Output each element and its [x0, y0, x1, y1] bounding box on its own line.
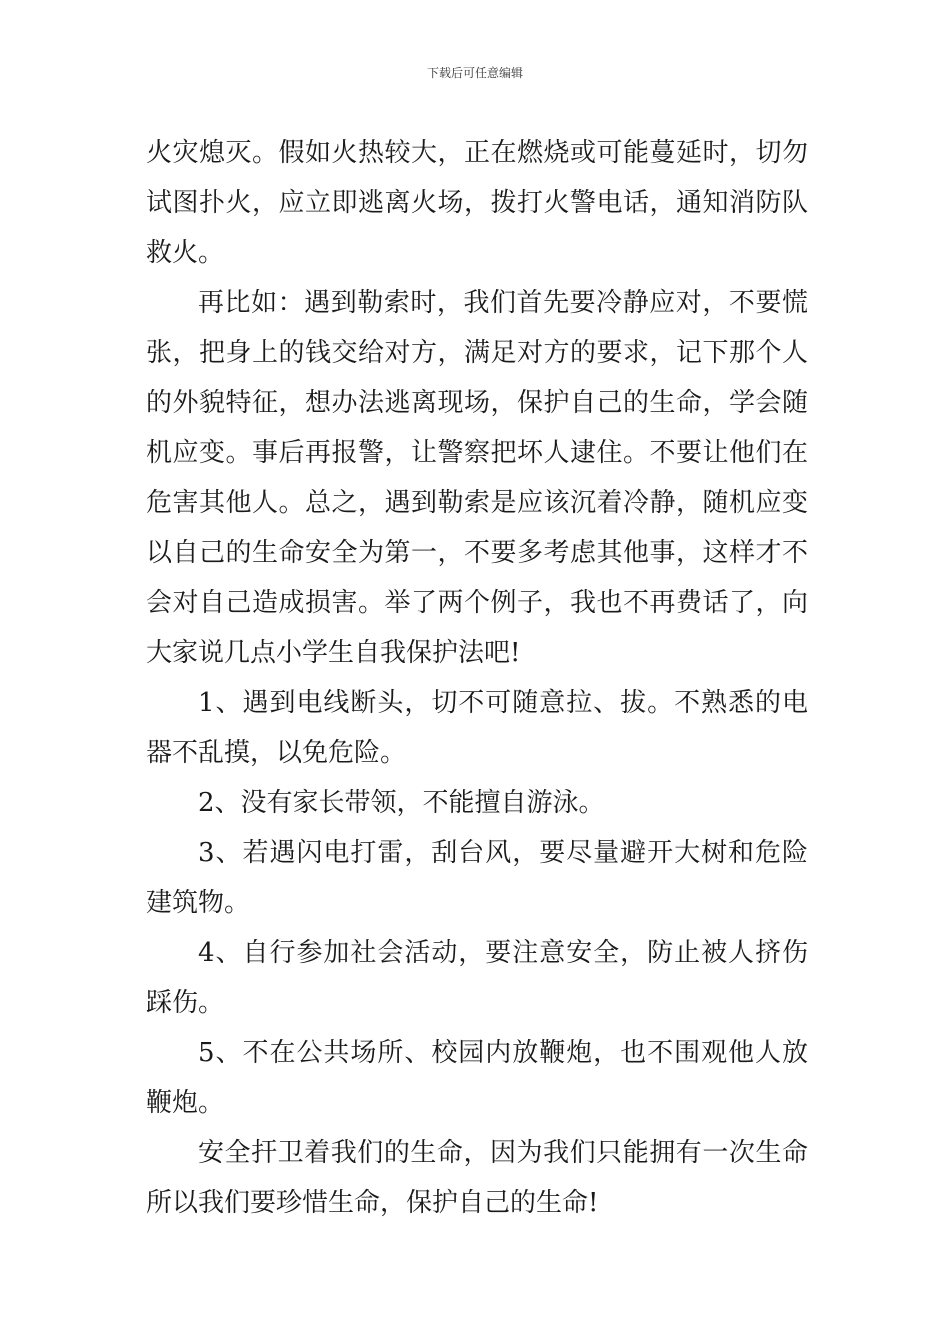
list-item-5: 5、不在公共场所、校园内放鞭炮，也不围观他人放鞭炮。 [146, 1038, 808, 1118]
list-item-2: 2、没有家长带领，不能擅自游泳。 [198, 788, 605, 818]
list-item-4: 4、自行参加社会活动，要注意安全，防止被人挤伤踩伤。 [146, 938, 808, 1018]
paragraph-conclusion: 安全扞卫着我们的生命，因为我们只能拥有一次生命所以我们要珍惜生命，保护自己的生命! [146, 1138, 808, 1218]
list-item-1: 1、遇到电线断头，切不可随意拉、拔。不熟悉的电器不乱摸，以免危险。 [146, 688, 808, 768]
list-item-3: 3、若遇闪电打雷，刮台风，要尽量避开大树和危险建筑物。 [146, 838, 808, 918]
document-body [146, 128, 808, 1228]
page-header-note: 下载后可任意编辑 [426, 66, 523, 80]
paragraph-extortion: 再比如：遇到勒索时，我们首先要冷静应对，不要慌张，把身上的钱交给对方，满足对方的要求，记下那个人的外貌特征，想办法逃离现场，保护自己的生命，学会随机应变。事后再报警，让警察把坏人逮住。不要让他们在危害其他人。总之，遇到勒索是应该沉着冷静，随机应变以自己的生命安全为第一，不要多考虑其他事，这样才不会对自己造成损害。举了两个例子，我也不再费话了，向大家说几点小学生自我保护法吧! [146, 288, 808, 668]
paragraph-fire-escape: 火灾熄灭。假如火热较大，正在燃烧或可能蔓延时，切勿试图扑火，应立即逃离火场，拨打火警电话，通知消防队救火。 [146, 138, 808, 268]
